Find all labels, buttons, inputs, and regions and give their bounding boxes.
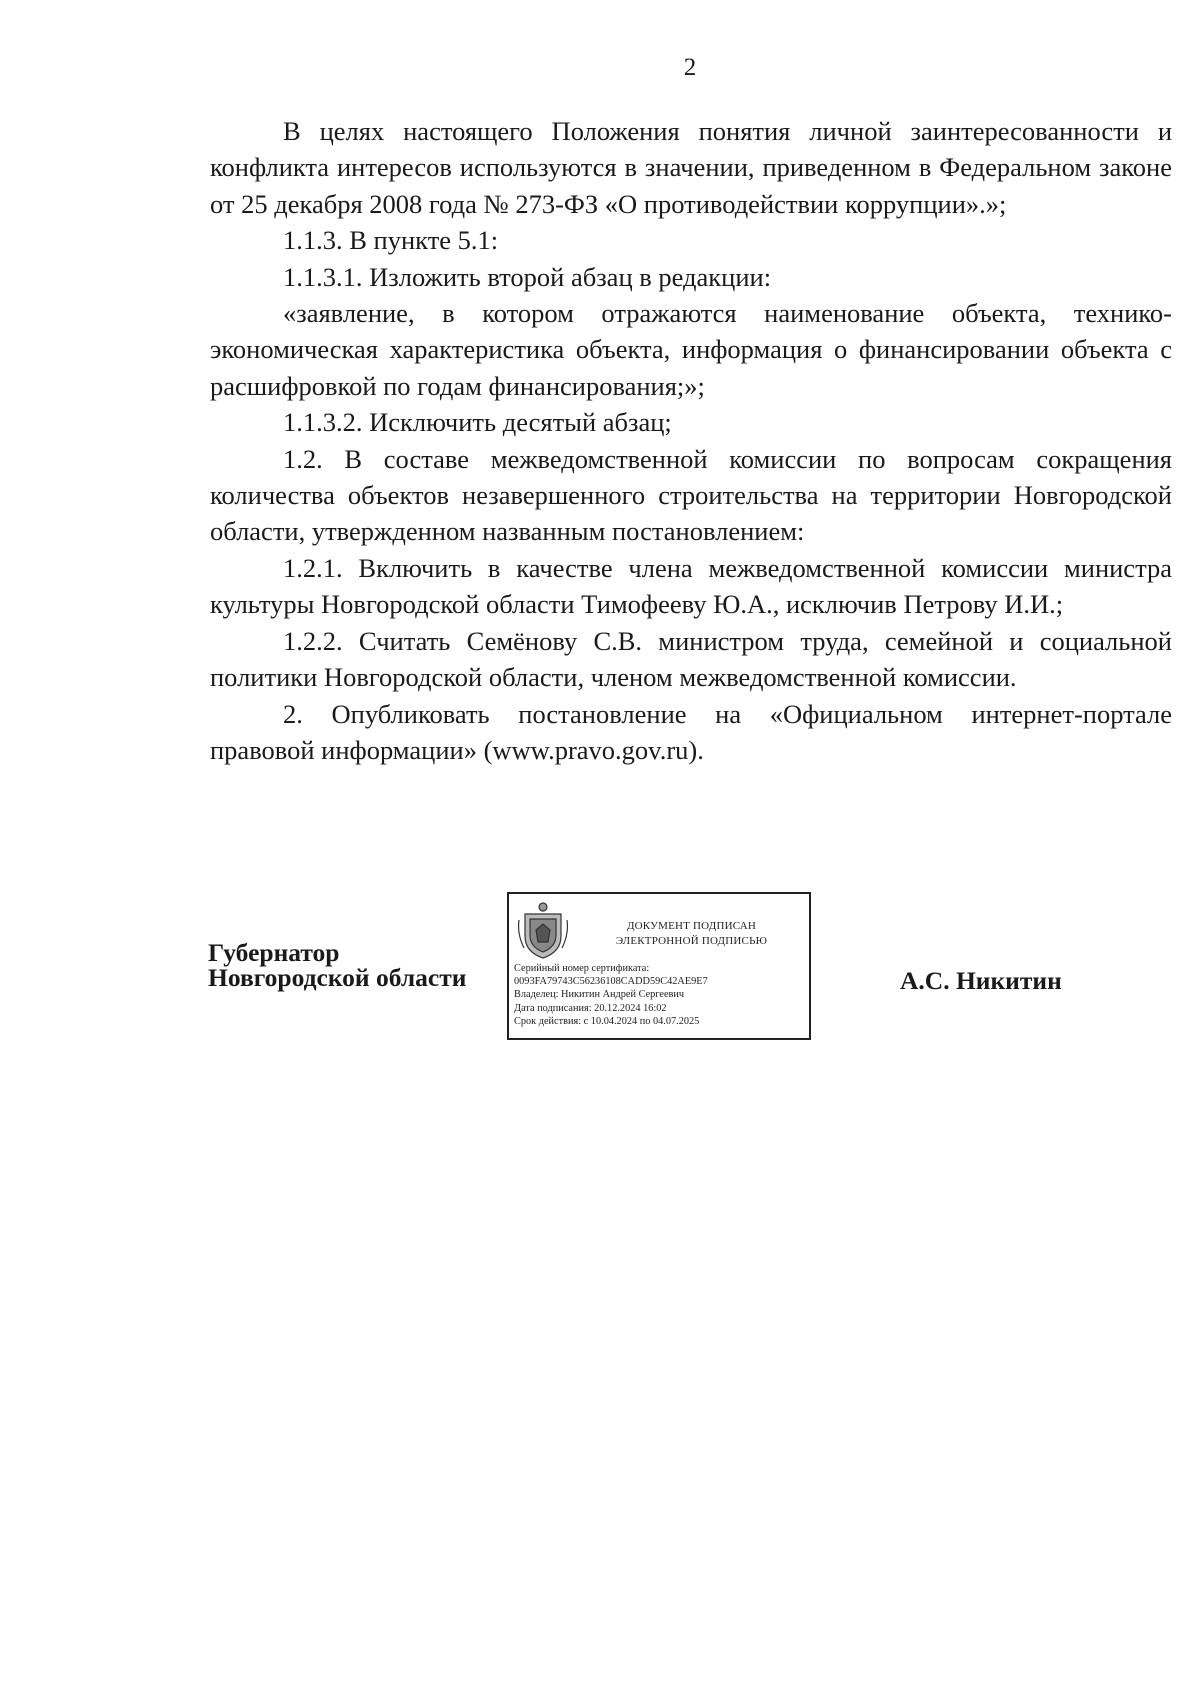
paragraph-1-2-2: 1.2.2. Считать Семёнову С.В. министром труда, семейной и социальной политики Новгородской области, членом межведомственной комиссии.	[210, 625, 1172, 693]
stamp-serial-value: 0093FA79743C56236108CADD59C42AE9E7	[514, 976, 708, 988]
stamp-serial-label: Серийный номер сертификата:	[514, 963, 650, 974]
paragraph-1-1-3: 1.1.3. В пункте 5.1:	[283, 225, 499, 256]
coat-of-arms-icon	[516, 900, 570, 962]
document-body	[210, 113, 1172, 768]
paragraph-1-2: 1.2. В составе межведомственной комиссии по вопросам сокращения количества объектов незавершенного строительства на территории Новгородской области, утвержденном названным постановлением:	[210, 443, 1172, 547]
paragraph-conflict-of-interest: В целях настоящего Положения понятия личной заинтересованности и конфликта интересов используются в значении, приведенном в Федеральном законе от 25 декабря 2008 года № 273-ФЗ «О противодействии коррупции».»;	[210, 116, 1172, 219]
paragraph-1-2-1: 1.2.1. Включить в качестве члена межведомственной комиссии министра культуры Новгородской области Тимофееву Ю.А., исключив Петрову И.И.;	[210, 552, 1172, 620]
stamp-validity: Срок действия: с 10.04.2024 по 04.07.2025	[514, 1015, 700, 1027]
signatory-position	[208, 940, 466, 990]
signatory-name: А.С. Никитин	[900, 966, 1062, 995]
electronic-signature-stamp	[507, 892, 811, 1040]
paragraph-application-quote: «заявление, в котором отражаются наименование объекта, технико-экономическая характеристика объекта, информация о финансировании объекта с расшифровкой по годам финансирования;»;	[210, 298, 1172, 401]
stamp-owner: Владелец: Никитин Андрей Сергеевич	[514, 989, 685, 1001]
stamp-details	[514, 962, 809, 1028]
stamp-heading	[579, 919, 804, 949]
paragraph-1-1-3-2: 1.1.3.2. Исключить десятый абзац;	[283, 407, 672, 438]
signatory-position-line1: Губернатор	[208, 938, 340, 967]
paragraph-2-publish: 2. Опубликовать постановление на «Официальном интернет-портале правовой информации» (www.pravo.gov.ru).	[210, 698, 1172, 765]
stamp-signed-date: Дата подписания: 20.12.2024 16:02	[514, 1002, 667, 1014]
signatory-position-line2: Новгородской области	[208, 963, 467, 992]
page-number: 2	[683, 54, 697, 81]
stamp-heading-line2: ЭЛЕКТРОННОЙ ПОДПИСЬЮ	[615, 935, 768, 947]
stamp-heading-line1: ДОКУМЕНТ ПОДПИСАН	[626, 920, 757, 932]
paragraph-1-1-3-1: 1.1.3.1. Изложить второй абзац в редакции:	[283, 261, 772, 292]
